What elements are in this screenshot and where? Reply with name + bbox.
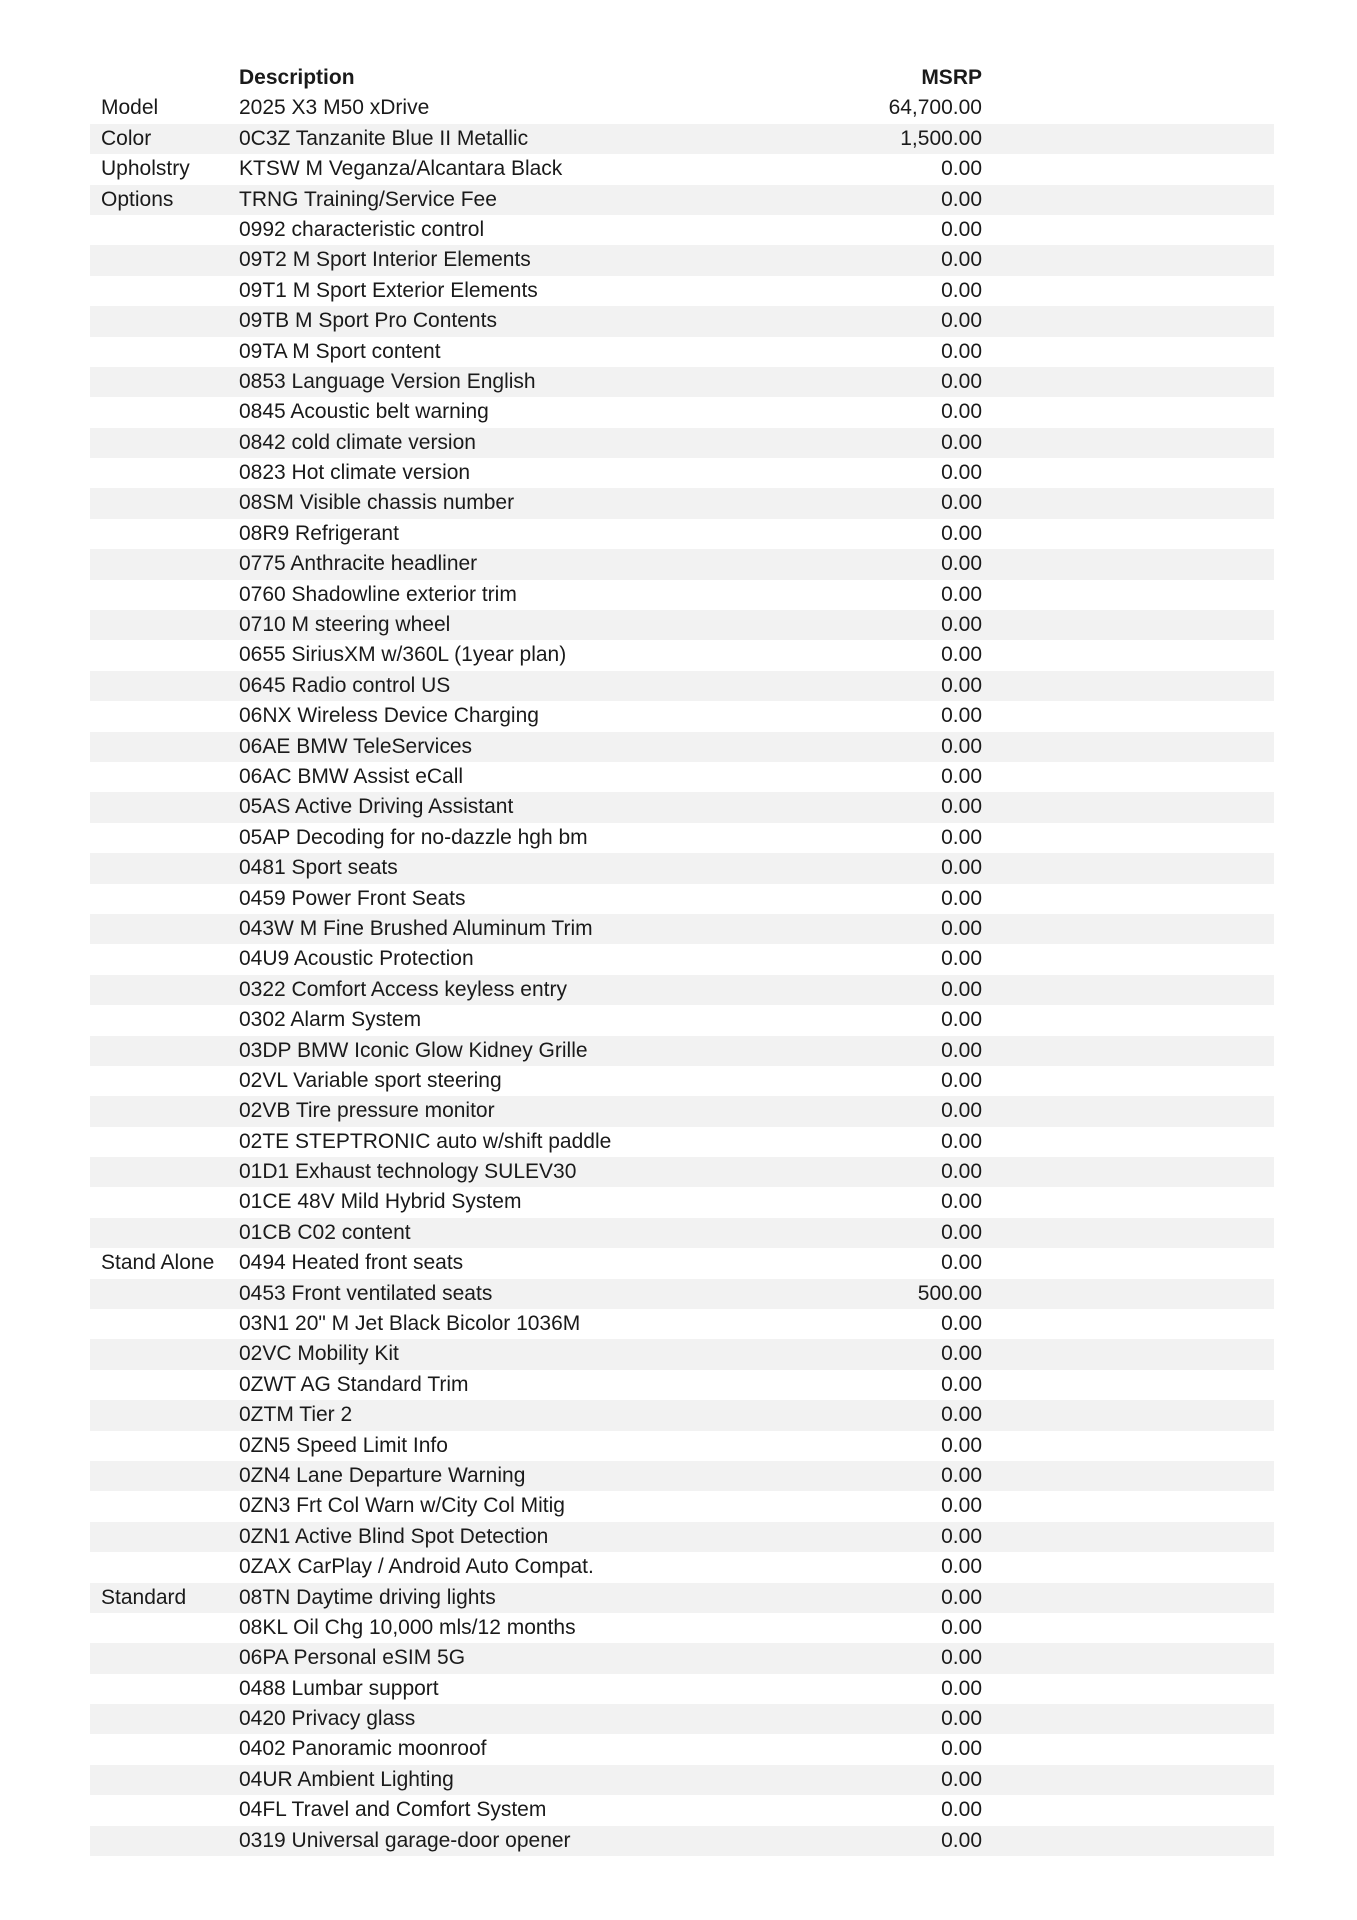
table-row (90, 1248, 1274, 1278)
row-description: 08R9 Refrigerant (239, 521, 399, 545)
row-msrp: 0.00 (941, 1707, 982, 1731)
table-row (90, 671, 1274, 701)
row-description: 0481 Sport seats (239, 856, 398, 880)
row-description: 0302 Alarm System (239, 1008, 422, 1032)
row-description: 0ZWT AG Standard Trim (239, 1372, 469, 1396)
row-msrp: 0.00 (941, 1555, 982, 1579)
row-description: 06PA Personal eSIM 5G (239, 1646, 466, 1670)
row-description: 02VB Tire pressure monitor (239, 1099, 495, 1123)
table-row (90, 1461, 1274, 1491)
row-description: 02TE STEPTRONIC auto w/shift paddle (239, 1129, 612, 1153)
row-description: 06AE BMW TeleServices (239, 734, 473, 758)
row-msrp: 0.00 (941, 1463, 982, 1487)
header-msrp: MSRP (921, 66, 982, 89)
row-msrp: 0.00 (941, 1433, 982, 1457)
table-row (90, 1704, 1274, 1734)
row-msrp: 0.00 (941, 1798, 982, 1822)
row-category: Model (101, 96, 159, 120)
row-description: 05AS Active Driving Assistant (239, 795, 514, 819)
row-description: 08SM Visible chassis number (239, 491, 515, 515)
table-row (90, 580, 1274, 610)
table-row (90, 245, 1274, 275)
row-msrp: 0.00 (941, 217, 982, 241)
row-description: 0453 Front ventilated seats (239, 1281, 493, 1305)
table-row (90, 1339, 1274, 1369)
row-description: 0ZTM Tier 2 (239, 1403, 353, 1427)
row-description: 08TN Daytime driving lights (239, 1585, 496, 1609)
row-description: 0488 Lumbar support (239, 1676, 439, 1700)
table-row (90, 1370, 1274, 1400)
row-msrp: 0.00 (941, 309, 982, 333)
row-msrp: 0.00 (941, 278, 982, 302)
table-row (90, 124, 1274, 154)
row-msrp: 500.00 (917, 1281, 982, 1305)
table-header-row (90, 63, 1274, 93)
table-row (90, 367, 1274, 397)
row-description: 0420 Privacy glass (239, 1707, 416, 1731)
table-row (90, 1400, 1274, 1430)
row-msrp: 0.00 (941, 1615, 982, 1639)
table-row (90, 1795, 1274, 1825)
row-description: 01D1 Exhaust technology SULEV30 (239, 1160, 577, 1184)
table-row (90, 1096, 1274, 1126)
row-description: 04FL Travel and Comfort System (239, 1798, 547, 1822)
row-msrp: 0.00 (941, 886, 982, 910)
row-msrp: 0.00 (941, 1190, 982, 1214)
row-msrp: 0.00 (941, 856, 982, 880)
table-row (90, 914, 1274, 944)
row-description: 0319 Universal garage-door opener (239, 1828, 571, 1852)
row-msrp: 0.00 (941, 1220, 982, 1244)
table-row (90, 1187, 1274, 1217)
row-msrp: 0.00 (941, 825, 982, 849)
row-description: 0ZN4 Lane Departure Warning (239, 1463, 526, 1487)
table-row (90, 1005, 1274, 1035)
row-msrp: 0.00 (941, 1494, 982, 1518)
row-msrp: 0.00 (941, 1676, 982, 1700)
row-description: 0322 Comfort Access keyless entry (239, 977, 567, 1001)
table-row (90, 337, 1274, 367)
table-row (90, 1036, 1274, 1066)
table-row (90, 93, 1274, 123)
row-msrp: 0.00 (941, 582, 982, 606)
row-msrp: 0.00 (941, 1585, 982, 1609)
table-row (90, 185, 1274, 215)
table-row (90, 1157, 1274, 1187)
row-msrp: 0.00 (941, 1767, 982, 1791)
row-msrp: 0.00 (941, 1160, 982, 1184)
row-description: 2025 X3 M50 xDrive (239, 96, 430, 120)
row-description: 03N1 20" M Jet Black Bicolor 1036M (239, 1312, 581, 1336)
table-row (90, 276, 1274, 306)
row-description: 04U9 Acoustic Protection (239, 947, 474, 971)
table-row (90, 1552, 1274, 1582)
table-row (90, 610, 1274, 640)
table-row (90, 884, 1274, 914)
row-description: 043W M Fine Brushed Aluminum Trim (239, 916, 593, 940)
row-description: 0645 Radio control US (239, 673, 451, 697)
row-description: 0459 Power Front Seats (239, 886, 466, 910)
row-description: 0845 Acoustic belt warning (239, 400, 489, 424)
row-description: 0655 SiriusXM w/360L (1year plan) (239, 643, 567, 667)
row-category: Color (101, 126, 152, 150)
row-msrp: 0.00 (941, 461, 982, 485)
row-category: Standard (101, 1585, 187, 1609)
row-msrp: 0.00 (941, 977, 982, 1001)
row-msrp: 0.00 (941, 1403, 982, 1427)
row-description: TRNG Training/Service Fee (239, 187, 497, 211)
table-row (90, 1826, 1274, 1856)
row-description: 0760 Shadowline exterior trim (239, 582, 517, 606)
table-row (90, 428, 1274, 458)
row-msrp: 1,500.00 (900, 126, 982, 150)
row-description: 0775 Anthracite headliner (239, 552, 478, 576)
row-msrp: 0.00 (941, 552, 982, 576)
row-msrp: 0.00 (941, 916, 982, 940)
table-row (90, 762, 1274, 792)
row-msrp: 0.00 (941, 1342, 982, 1366)
row-description: 0ZAX CarPlay / Android Auto Compat. (239, 1555, 594, 1579)
row-msrp: 0.00 (941, 369, 982, 393)
table-row (90, 1431, 1274, 1461)
row-description: 09TB M Sport Pro Contents (239, 309, 497, 333)
row-msrp: 0.00 (941, 157, 982, 181)
table-row (90, 549, 1274, 579)
table-row (90, 975, 1274, 1005)
row-msrp: 0.00 (941, 673, 982, 697)
header-description: Description (239, 66, 355, 89)
row-msrp: 0.00 (941, 734, 982, 758)
table-row (90, 519, 1274, 549)
row-msrp: 0.00 (941, 187, 982, 211)
row-category: Upholstry (101, 157, 190, 181)
row-description: 0842 cold climate version (239, 430, 476, 454)
row-msrp: 0.00 (941, 1312, 982, 1336)
row-description: 03DP BMW Iconic Glow Kidney Grille (239, 1038, 588, 1062)
table-row (90, 1491, 1274, 1521)
row-description: 0C3Z Tanzanite Blue II Metallic (239, 126, 529, 150)
table-row (90, 1127, 1274, 1157)
row-description: 0992 characteristic control (239, 217, 485, 241)
row-msrp: 0.00 (941, 1524, 982, 1548)
row-description: 09TA M Sport content (239, 339, 441, 363)
table-row (90, 1279, 1274, 1309)
table-row (90, 1066, 1274, 1096)
row-msrp: 0.00 (941, 1068, 982, 1092)
table-row (90, 1643, 1274, 1673)
table-row (90, 1613, 1274, 1643)
row-msrp: 0.00 (941, 795, 982, 819)
row-category: Options (101, 187, 174, 211)
row-msrp: 0.00 (941, 947, 982, 971)
row-msrp: 0.00 (941, 1828, 982, 1852)
table-row (90, 397, 1274, 427)
row-msrp: 64,700.00 (888, 96, 982, 120)
row-description: 02VC Mobility Kit (239, 1342, 399, 1366)
table-row (90, 1583, 1274, 1613)
row-msrp: 0.00 (941, 248, 982, 272)
row-description: 05AP Decoding for no-dazzle hgh bm (239, 825, 588, 849)
row-msrp: 0.00 (941, 1251, 982, 1275)
row-description: 06AC BMW Assist eCall (239, 764, 464, 788)
row-description: 0494 Heated front seats (239, 1251, 464, 1275)
table-row (90, 792, 1274, 822)
table-row (90, 823, 1274, 853)
table-row (90, 306, 1274, 336)
row-category: Stand Alone (101, 1251, 215, 1275)
table-row (90, 458, 1274, 488)
row-msrp: 0.00 (941, 1737, 982, 1761)
row-msrp: 0.00 (941, 1008, 982, 1032)
row-msrp: 0.00 (941, 491, 982, 515)
row-msrp: 0.00 (941, 1099, 982, 1123)
row-msrp: 0.00 (941, 1646, 982, 1670)
table-row (90, 701, 1274, 731)
row-msrp: 0.00 (941, 643, 982, 667)
row-description: 01CB C02 content (239, 1220, 411, 1244)
pricing-sheet (90, 63, 1274, 1856)
row-description: 0ZN3 Frt Col Warn w/City Col Mitig (239, 1494, 565, 1518)
row-msrp: 0.00 (941, 1038, 982, 1062)
row-description: 04UR Ambient Lighting (239, 1767, 454, 1791)
table-row (90, 1309, 1274, 1339)
row-msrp: 0.00 (941, 613, 982, 637)
table-row (90, 154, 1274, 184)
row-msrp: 0.00 (941, 1129, 982, 1153)
row-msrp: 0.00 (941, 339, 982, 363)
row-description: 06NX Wireless Device Charging (239, 704, 539, 728)
table-row (90, 1522, 1274, 1552)
table-body (90, 93, 1274, 1856)
row-msrp: 0.00 (941, 764, 982, 788)
row-msrp: 0.00 (941, 704, 982, 728)
row-description: 02VL Variable sport steering (239, 1068, 502, 1092)
row-description: 0823 Hot climate version (239, 461, 471, 485)
row-msrp: 0.00 (941, 521, 982, 545)
row-description: 08KL Oil Chg 10,000 mls/12 months (239, 1615, 576, 1639)
row-description: 0ZN5 Speed Limit Info (239, 1433, 448, 1457)
row-description: 09T1 M Sport Exterior Elements (239, 278, 538, 302)
table-row (90, 1674, 1274, 1704)
row-msrp: 0.00 (941, 430, 982, 454)
table-row (90, 215, 1274, 245)
row-description: 0402 Panoramic moonroof (239, 1737, 487, 1761)
row-msrp: 0.00 (941, 1372, 982, 1396)
table-row (90, 488, 1274, 518)
row-description: 0710 M steering wheel (239, 613, 451, 637)
table-row (90, 1734, 1274, 1764)
table-row (90, 640, 1274, 670)
row-msrp: 0.00 (941, 400, 982, 424)
table-row (90, 732, 1274, 762)
table-row (90, 1765, 1274, 1795)
table-row (90, 944, 1274, 974)
row-description: KTSW M Veganza/Alcantara Black (239, 157, 563, 181)
row-description: 0ZN1 Active Blind Spot Detection (239, 1524, 549, 1548)
row-description: 0853 Language Version English (239, 369, 536, 393)
row-description: 09T2 M Sport Interior Elements (239, 248, 531, 272)
table-row (90, 1218, 1274, 1248)
row-description: 01CE 48V Mild Hybrid System (239, 1190, 522, 1214)
table-row (90, 853, 1274, 883)
